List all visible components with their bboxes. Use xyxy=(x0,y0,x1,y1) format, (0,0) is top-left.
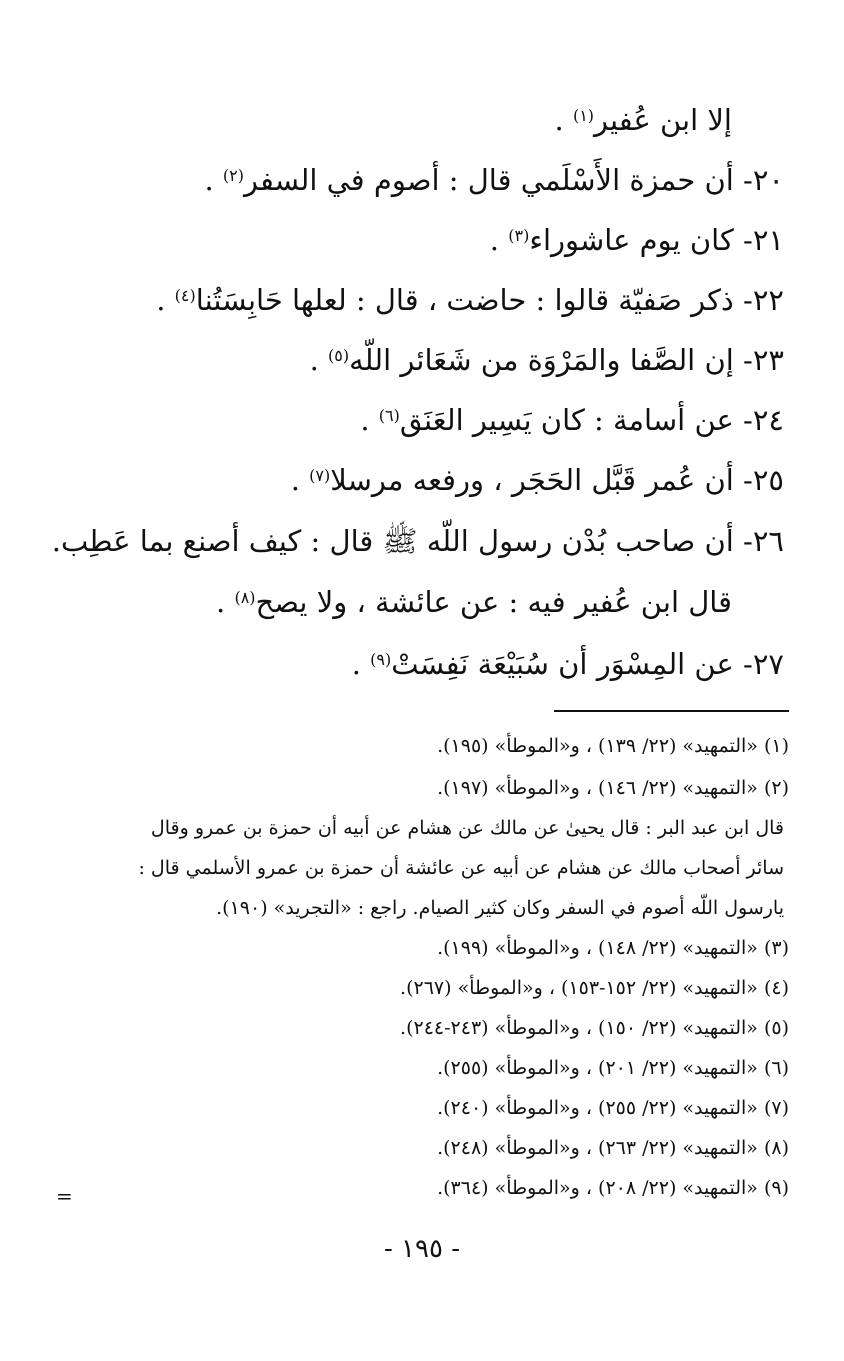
footnote-2: (٢) «التمهيد» (٢٢/ ١٤٦) ، و«الموطأ» (١٩٧). xyxy=(437,777,789,799)
page-number: - ١٩٥ - xyxy=(383,1234,461,1264)
footnote-2-commentary-line-2: سائر أصحاب مالك عن هشام عن أبيه عن عائشة أن حمزة بن عمرو الأسلمي قال : xyxy=(138,857,784,879)
footnote-divider xyxy=(554,710,789,712)
main-line-item-26: ٢٦- أن صاحب بُدْن رسول اللّه ﷺ قال : كيف أصنع بما عَطِب. xyxy=(51,524,784,558)
main-line-comment: قال ابن عُفير فيه : عن عائشة ، ولا يصح$^{(٨)}$ . xyxy=(216,585,732,619)
footnote-ref-2: (٢) xyxy=(222,166,244,185)
main-line-item-20: ٢٠- أن حمزة الأَسْلَمي قال : أصوم في السفر$^{(٢)}$ . xyxy=(204,163,784,197)
main-line-item-25: ٢٥- أن عُمر قَبَّل الحَجَر ، ورفعه مرسلا$^{(٧)}$ . xyxy=(290,463,784,497)
main-line-item-22: ٢٢- ذكر صَفيّة قالوا : حاضت ، قال : لعلها حَابِسَتُنا$^{(٤)}$ . xyxy=(156,283,784,317)
footnote-9: (٩) «التمهيد» (٢٢/ ٢٠٨) ، و«الموطأ» (٣٦٤). xyxy=(437,1177,789,1199)
footnote-ref-6: (٦) xyxy=(378,406,400,425)
main-line-item-27: ٢٧- عن المِسْوَر أن سُبَيْعَة نَفِسَتْ$^{(٩)}$ . xyxy=(351,647,784,681)
footnote-7: (٧) «التمهيد» (٢٢/ ٢٥٥) ، و«الموطأ» (٢٤٠). xyxy=(437,1097,789,1119)
main-line-1: إلا ابن عُفير$^{(١)}$ . xyxy=(554,103,732,137)
footnote-ref-8: (٨) xyxy=(234,588,256,607)
main-line-item-21: ٢١- كان يوم عاشوراء$^{(٣)}$ . xyxy=(489,223,784,257)
footnote-5: (٥) «التمهيد» (٢٢/ ١٥٠) ، و«الموطأ» (٢٤٣-٢٤٤). xyxy=(400,1017,789,1039)
footnote-ref-5: (٥) xyxy=(328,346,350,365)
footnote-ref-7: (٧) xyxy=(309,466,331,485)
footnote-3: (٣) «التمهيد» (٢٢/ ١٤٨) ، و«الموطأ» (١٩٩). xyxy=(437,937,789,959)
continuation-mark: = xyxy=(56,1184,73,1208)
footnote-6: (٦) «التمهيد» (٢٢/ ٢٠١) ، و«الموطأ» (٢٥٥). xyxy=(437,1057,789,1079)
main-line-item-23: ٢٣- إن الصَّفا والمَرْوَة من شَعَائر اللّه$^{(٥)}$ . xyxy=(309,343,784,377)
footnote-ref-4: (٤) xyxy=(174,286,196,305)
footnote-ref-3: (٣) xyxy=(508,226,530,245)
footnote-ref-1: (١) xyxy=(572,106,595,125)
footnote-8: (٨) «التمهيد» (٢٢/ ٢٦٣) ، و«الموطأ» (٢٤٨). xyxy=(437,1137,789,1159)
main-line-item-24: ٢٤- عن أسامة : كان يَسِير العَنَق$^{(٦)}$ . xyxy=(360,403,784,437)
footnote-2-commentary-line-3: يارسول اللّه أصوم في السفر وكان كثير الصيام. راجع : «التجريد» (١٩٠). xyxy=(216,897,784,919)
footnote-ref-9: (٩) xyxy=(370,650,392,669)
footnote-4: (٤) «التمهيد» (٢٢/ ١٥٢-١٥٣) ، و«الموطأ» (٢٦٧). xyxy=(400,977,789,999)
footnote-2-commentary-line-1: قال ابن عبد البر : قال يحيىٰ عن مالك عن هشام عن أبيه أن حمزة بن عمرو وقال xyxy=(150,817,784,839)
footnote-1: (١) «التمهيد» (٢٢/ ١٣٩) ، و«الموطأ» (١٩٥). xyxy=(437,735,789,757)
